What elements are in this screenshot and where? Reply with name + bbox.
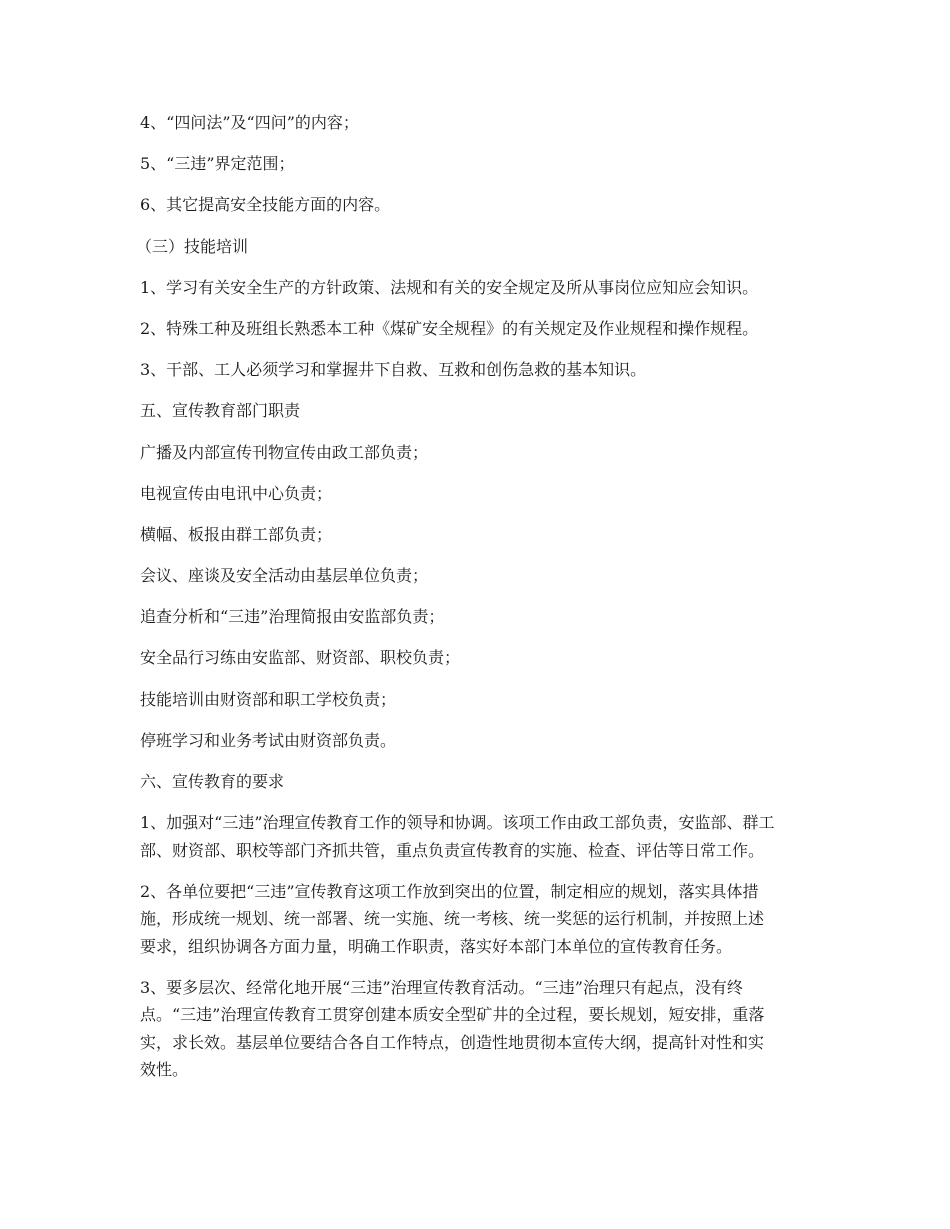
paragraph-line: 效性。 <box>140 1060 189 1080</box>
duty-conduct-training: 安全品行习练由安监部、财资部、职校负责； <box>140 648 461 668</box>
list-item-three-violations-scope: 5、“三违”界定范围； <box>140 154 295 174</box>
section-heading-skill-training: （三）技能培训 <box>136 236 249 256</box>
list-item-self-rescue: 3、干部、工人必须学习和掌握井下自救、互救和创伤急救的基本知识。 <box>140 360 647 380</box>
duty-skill-training: 技能培训由财资部和职工学校负责； <box>140 689 397 709</box>
paragraph-line: 施，形成统一规划、统一部署、统一实施、统一考核、统一奖惩的运行机制，并按照上述 <box>140 909 765 929</box>
paragraph-requirement-2 <box>140 879 820 960</box>
duty-investigation: 追查分析和“三违”治理简报由安监部负责； <box>140 607 445 627</box>
paragraph-line: 1、加强对“三违”治理宣传教育工作的领导和协调。该项工作由政工部负责，安监部、群工 <box>140 813 775 833</box>
duty-meetings: 会议、座谈及安全活动由基层单位负责； <box>140 566 429 586</box>
document-body <box>136 110 820 1098</box>
paragraph-line: 点。“三违”治理宣传教育工贯穿创建本质安全型矿井的全过程，要长规划，短安排，重落 <box>140 1005 765 1025</box>
paragraph-line: 实，求长效。基层单位要结合各自工作特点，创造性地贯彻本宣传大纲，提高针对性和实 <box>140 1032 765 1052</box>
list-item-other-skills: 6、其它提高安全技能方面的内容。 <box>140 195 391 215</box>
paragraph-requirement-3 <box>140 975 820 1084</box>
section-heading-requirements: 六、宣传教育的要求 <box>140 772 285 791</box>
paragraph-requirement-1 <box>140 810 820 864</box>
list-item-four-questions: 4、“四问法”及“四问”的内容； <box>140 113 359 132</box>
duty-tv: 电视宣传由电讯中心负责； <box>140 483 333 503</box>
duty-exams: 停班学习和业务考试由财资部负责。 <box>140 730 397 750</box>
paragraph-line: 要求，组织协调各方面力量，明确工作职责，落实好本部门本单位的宣传教育任务。 <box>140 936 733 956</box>
list-item-special-workers: 2、特殊工种及班组长熟悉本工种《煤矿安全规程》的有关规定及作业规程和操作规程。 <box>140 318 759 338</box>
paragraph-line: 部、财资部、职校等部门齐抓共管，重点负责宣传教育的实施、检查、评估等日常工作。 <box>140 840 765 860</box>
duty-broadcast: 广播及内部宣传刊物宣传由政工部负责； <box>140 442 429 462</box>
section-heading-department-duties: 五、宣传教育部门职责 <box>140 401 301 421</box>
paragraph-line: 2、各单位要把“三违”宣传教育这项工作放到突出的位置，制定相应的规划，落实具体措 <box>140 881 759 901</box>
duty-banners: 横幅、板报由群工部负责； <box>140 524 333 544</box>
list-item-study-policies: 1、学习有关安全生产的方针政策、法规和有关的安全规定及所从事岗位应知应会知识。 <box>140 277 759 297</box>
paragraph-line: 3、要多层次、经常化地开展“三违”治理宣传教育活动。“三违”治理只有起点，没有终 <box>140 977 743 997</box>
